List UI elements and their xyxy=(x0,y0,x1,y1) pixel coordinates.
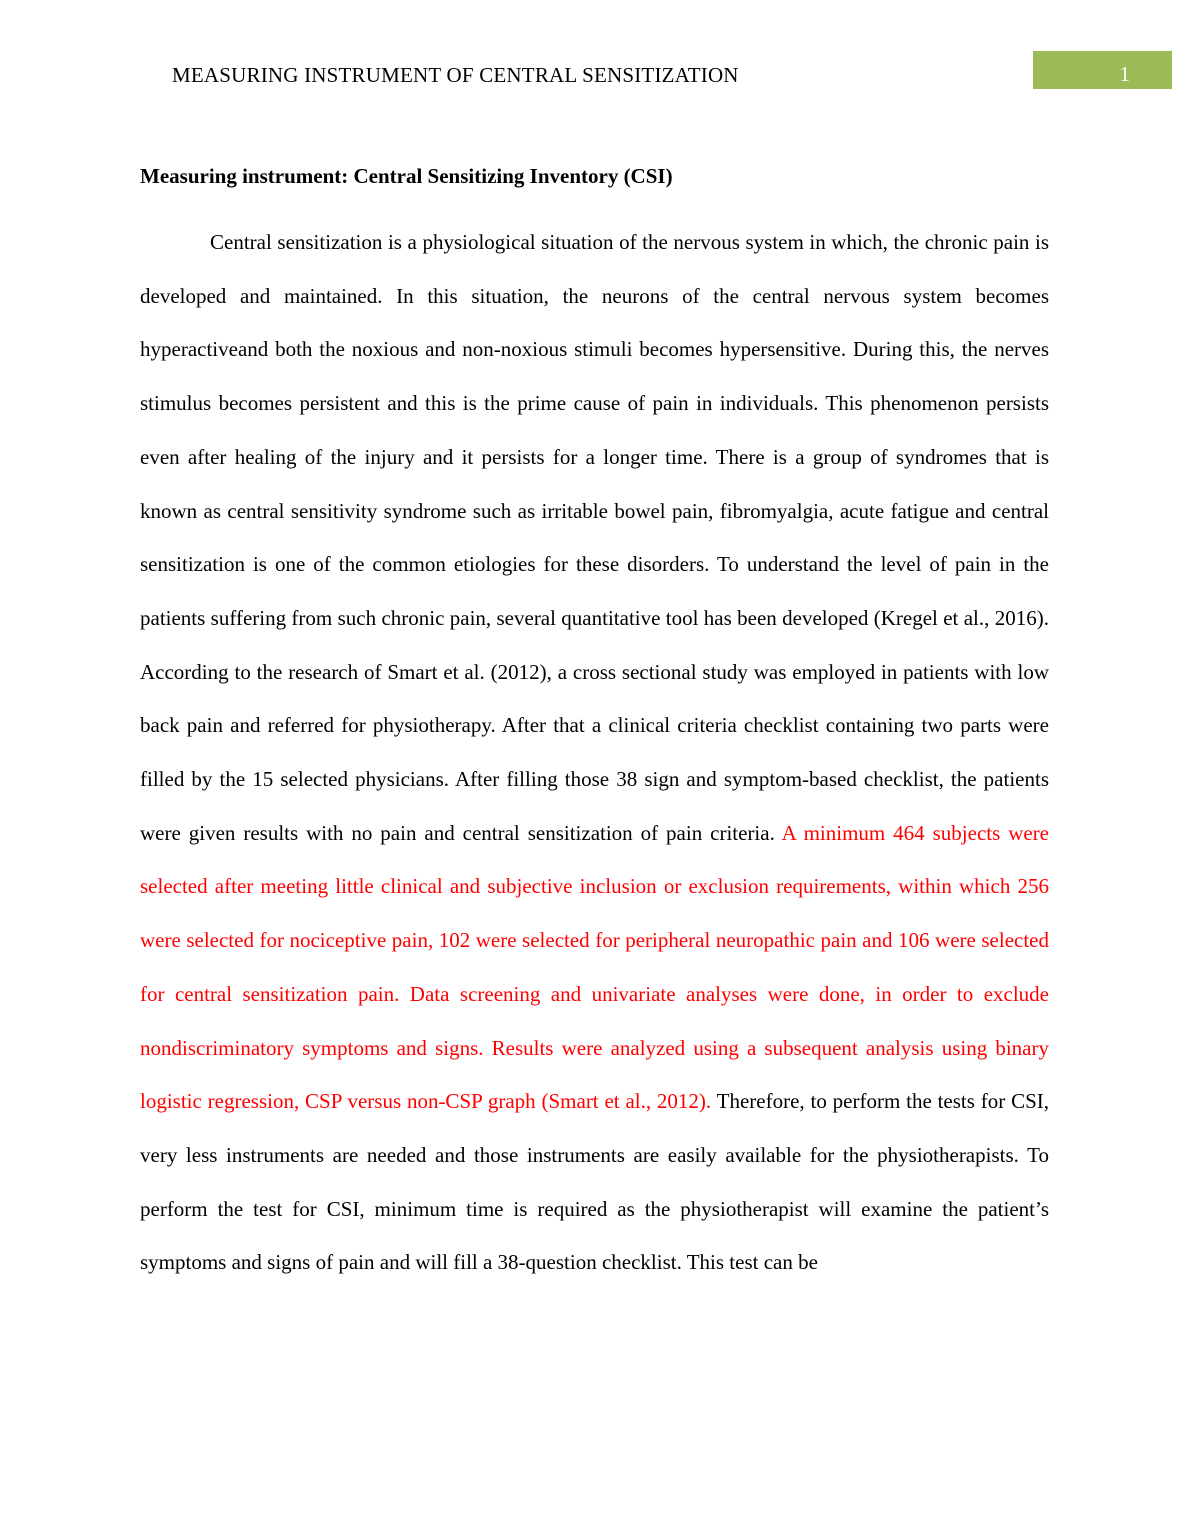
paragraph-text-highlighted: A minimum 464 subjects were selected after meeting little clinical and subjective inclusion or exclusion requirements, within which 256 were selected for nociceptive pain, 102 were selected for peripheral neuropathic pain and 106 were selected for central sensitization pain. Data screening and univariate analyses were done, in order to exclude nondiscriminatory symptoms and signs. Results were analyzed using a subsequent analysis using binary logistic regression, CSP versus non-CSP graph (Smart et al., 2012). xyxy=(140,820,1050,1114)
section-heading: Measuring instrument: Central Sensitizing Inventory (CSI) xyxy=(140,164,673,188)
page-number-badge xyxy=(1033,51,1172,89)
page-number: 1 xyxy=(1119,62,1130,86)
running-header-title: MEASURING INSTRUMENT OF CENTRAL SENSITIZATION xyxy=(172,63,739,87)
body-paragraph xyxy=(140,216,1049,1290)
paragraph-text-intro: Central sensitization is a physiological situation of the nervous system in which, the chronic pain is developed and maintained. In this situation, the neurons of the central nervous system becomes hyperactiveand both the noxious and non-noxious stimuli becomes hypersensitive. During this, the nerves stimulus becomes persistent and this is the prime cause of pain in individuals. This phenomenon persists even after healing of the injury and it persists for a longer time. There is a group of syndromes that is known as central sensitivity syndrome such as irritable bowel pain, fibromyalgia, acute fatigue and central sensitization is one of the common etiologies for these disorders. To understand the level of pain in the patients suffering from such chronic pain, several quantitative tool has been developed (Kregel et al., 2016). According to the research of Smart et al. (2012), a cross sectional study was employed in patients with low back pain and referred for physiotherapy. After that a clinical criteria checklist containing two parts were filled by the 15 selected physicians. After filling those 38 sign and symptom-based checklist, the patients were given results with no pain and central sensitization of pain criteria. xyxy=(140,230,1049,845)
paragraph-text-continuation: Therefore, to perform the tests for CSI, very less instruments are needed and those instruments are easily available for the physiotherapists. To perform the test for CSI, minimum time is required as the physiotherapist will examine the patient’s symptoms and signs of pain and will fill a 38-question checklist. This test can be xyxy=(140,1089,1049,1275)
